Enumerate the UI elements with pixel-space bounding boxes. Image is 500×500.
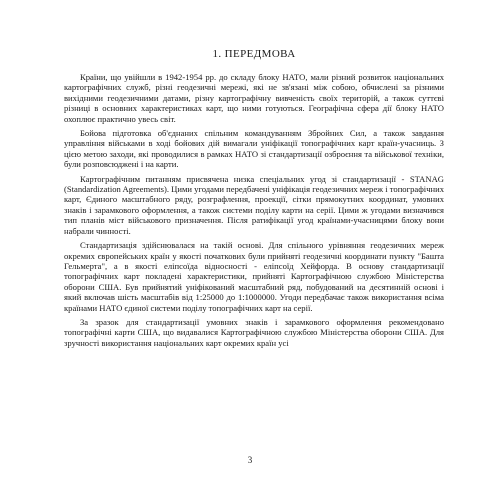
page-number: 3	[247, 455, 253, 465]
paragraph-countries: Країни, що увійшли в 1942-1954 рр. до складу блоку НАТО, мали різний розвиток національних картографічних служб, різні геодезичні мережі, які не зв'язані між собою, обчислені за різними вихідними геодезичними датами, різну картографічну вивченість своїх територій, а також суттєві різниці в основних характеристиках карт, що ними готуються. Географічна сфера дії блоку НАТО охоплює практично увесь світ.	[64, 72, 444, 124]
page-title: 1. ПЕРЕДМОВА	[212, 48, 296, 60]
paragraph-symbols: За зразок для стандартизації умовних знаків і зарамкового оформлення рекомендовано топографічні карти США, що видавалися Картографічною службою Міністерства оборони США. Для зручності використання національних карт окремих країн усі	[64, 316, 444, 348]
paragraph-standardization: Стандартизація здійснювалася на такій основі. Для спільного урівняння геодезичних мереж окремих європейських країн у якості початкових були прийняті геодезичні координати пункту "Башта Гельмерта", а в якості еліпсоїда відносності - еліпсоїд Хейфорда. В основу стандартизації топографічних карт покладені характеристики, прийняті Картографічною службою Міністерства оборони США. Був прийнятий уніфікований масштабний ряд, побудований на десятинній основі і який включав шість масштабів від 1:25000 до 1:1000000. Угоди передбачає також використання всіма країнами НАТО єдиної системи поділу топографічних карт на серії.	[64, 240, 444, 313]
paragraph-training: Бойова підготовка об'єднаних спільним командуванням Збройних Сил, а також завдання управління військами в ході бойових дій вимагали уніфікації топографічних карт країн-учасниць. З цією метою заходи, які проводилися в рамках НАТО зі стандартизації озброєння та військової техніки, були розповсюджені і на карти.	[64, 128, 444, 170]
paragraph-stanag: Картографічним питанням присвячена низка спеціальних угод зі стандартизації - STANAG (Standardization Agreements). Цими угодами передбачені уніфікація геодезичних мереж і топографічних карт, Єдиного масштабного ряду, розграфлення, проекції, сітки прямокутних координат, умовних знаків і зарамкового оформлення, а також системи поділу карти на серії. Цими ж угодами визначився тип планів міст військового призначення. Після ратифікації угод країнами-учасницями блоку вони набрали чинності.	[64, 173, 445, 236]
